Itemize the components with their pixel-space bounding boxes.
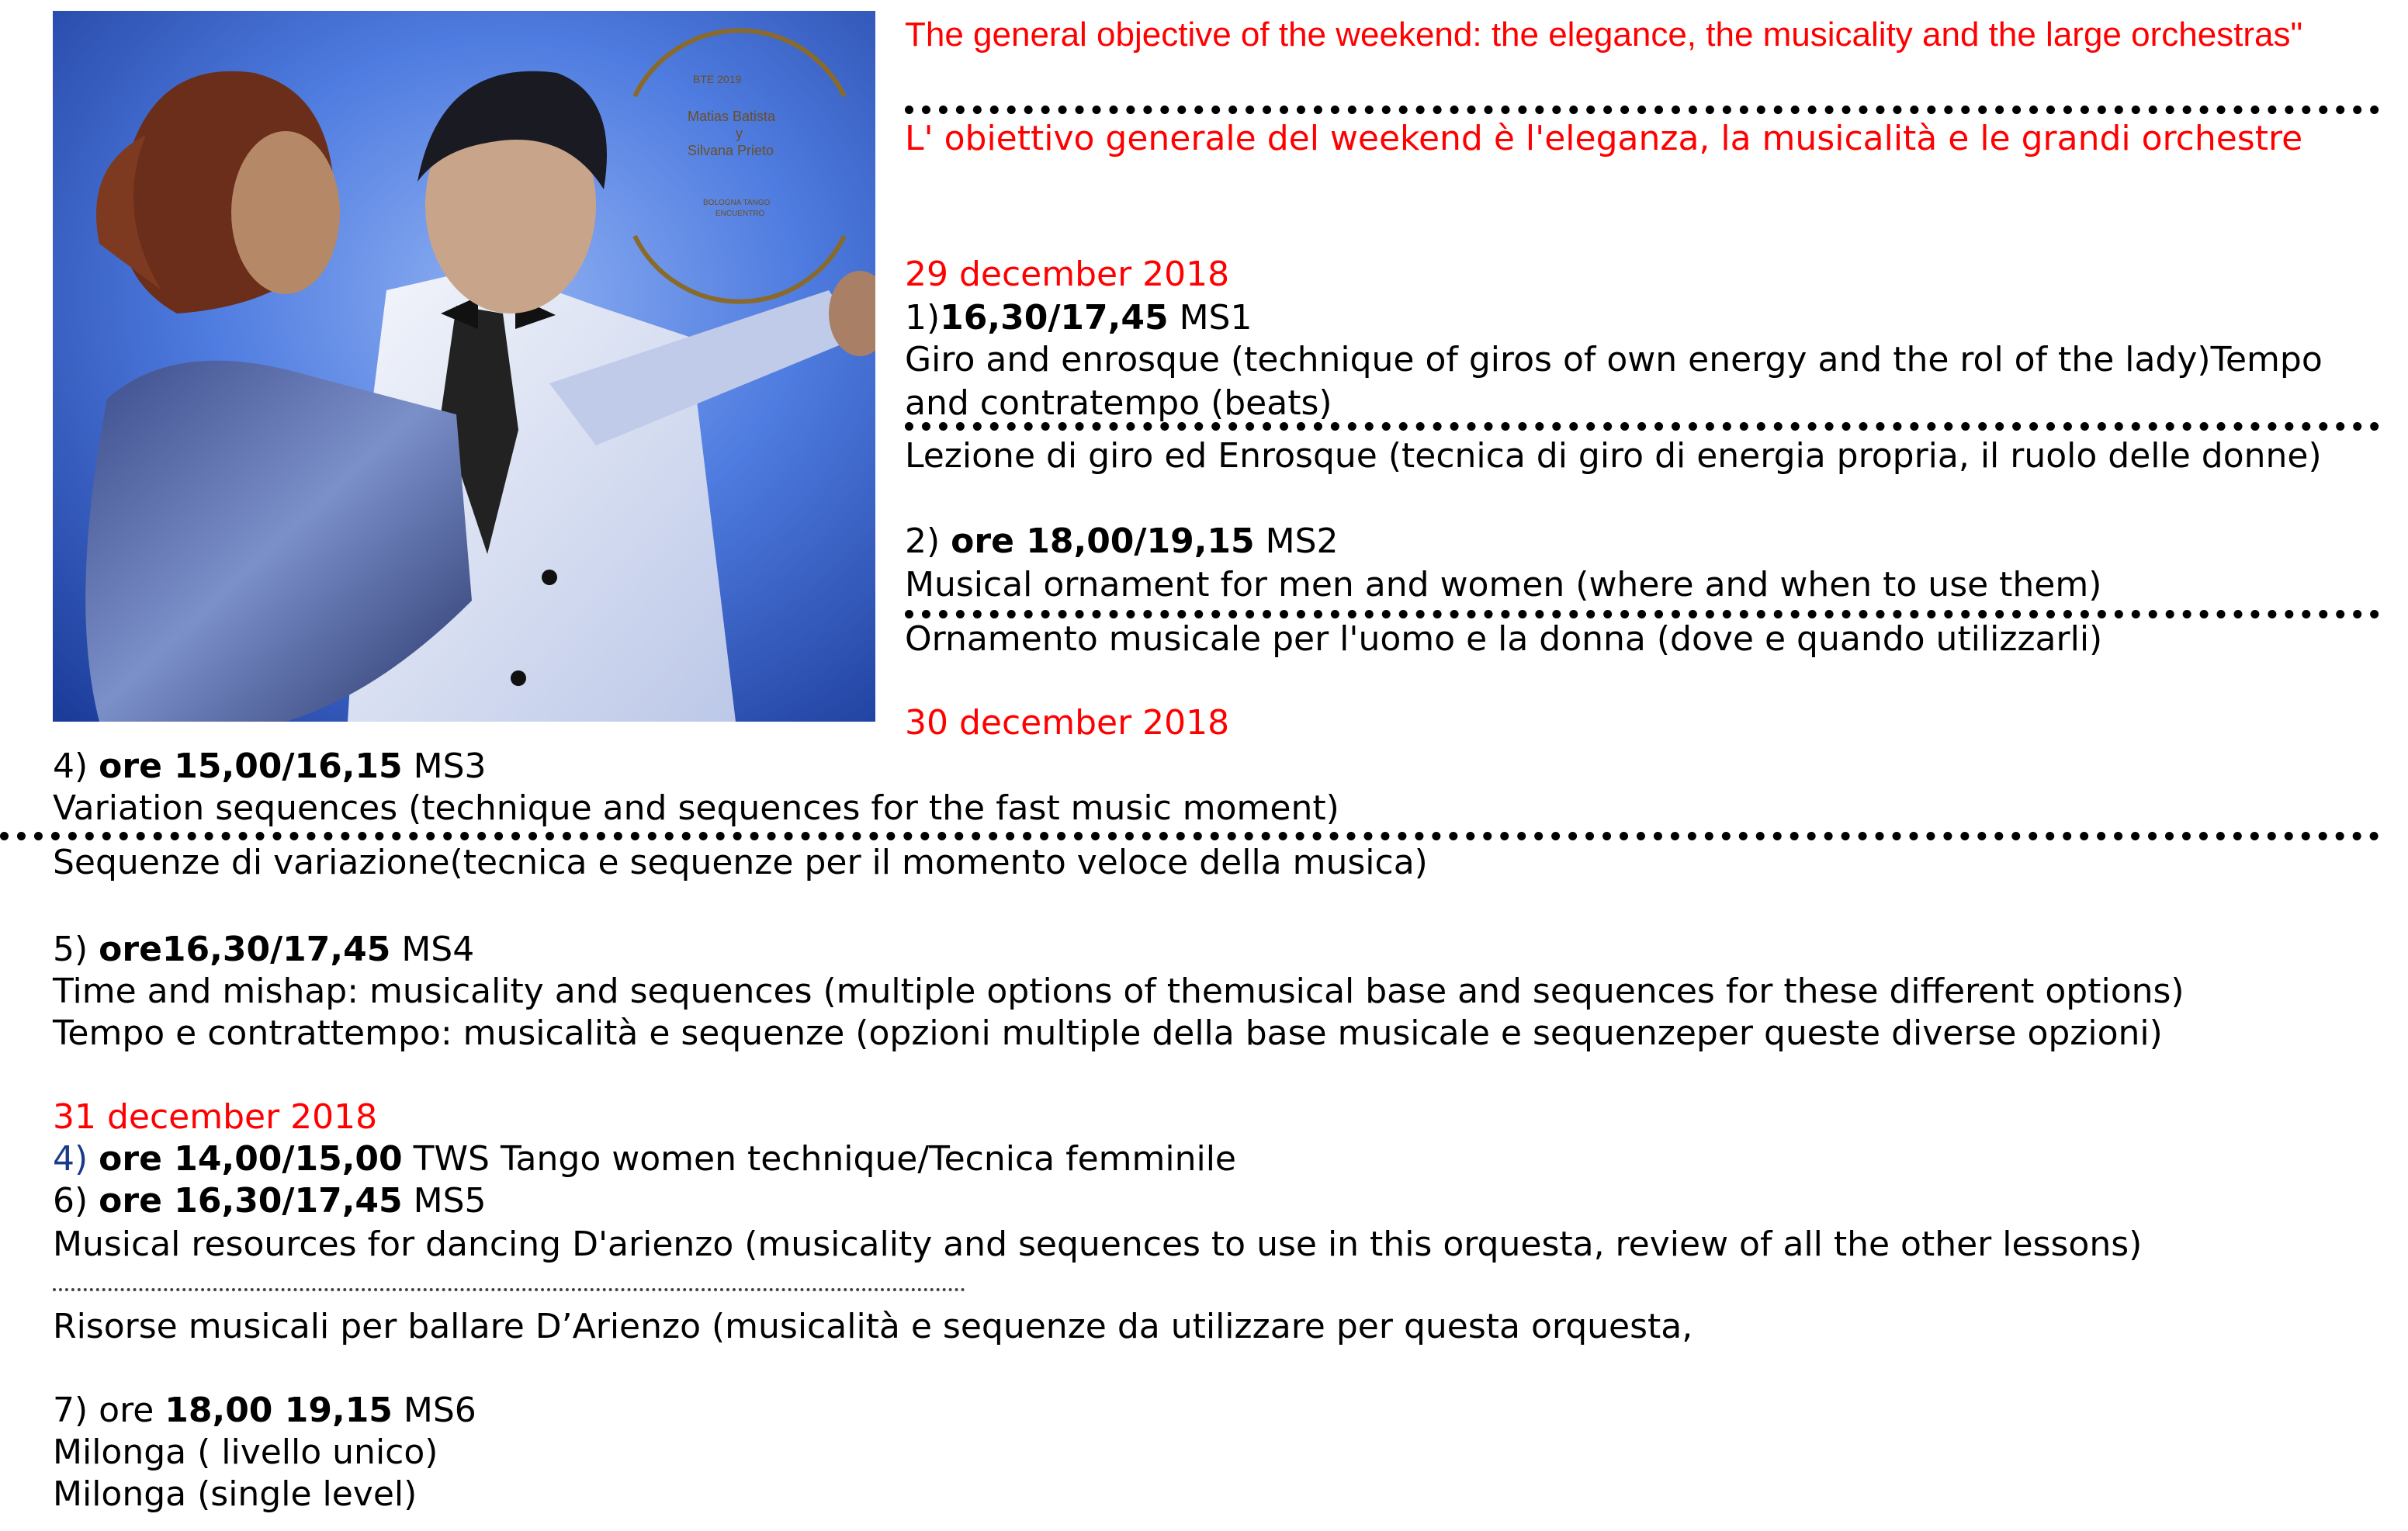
lesson-1-english: Giro and enrosque (technique of giros of own energy and the rol of the lady)Tempo and contratempo (beats)	[905, 340, 2323, 423]
objective-english: The general objective of the weekend: the elegance, the musicality and the large orchestras"	[905, 16, 2303, 54]
lesson-number: 6)	[53, 1181, 99, 1221]
lesson-4-italian: Sequenze di variazione(tecnica e sequenze per il momento veloce della musica)	[53, 843, 1428, 882]
lesson-6-italian: Risorse musicali per ballare D’Arienzo (musicalità e sequenze da utilizzare per questa orquesta,	[53, 1307, 1693, 1346]
lesson-number: 5)	[53, 930, 99, 969]
date-29-december: 29 december 2018	[905, 255, 1230, 294]
lesson-4-heading	[53, 745, 487, 788]
lesson-2-english: Musical ornament for men and women (where and when to use them)	[905, 565, 2102, 604]
lesson-code: TWS Tango women technique/Tecnica femminile	[402, 1139, 1236, 1179]
lesson-number: 4)	[53, 746, 99, 786]
logo-text-6: ENCUENTRO	[715, 210, 765, 218]
date-30-december: 30 december 2018	[905, 703, 1230, 743]
lesson-time: ore 14,00/15,00	[99, 1139, 403, 1179]
lesson-1-heading	[905, 296, 1252, 340]
divider-dotted	[0, 832, 2379, 840]
lesson-time: 16,30/17,45	[940, 298, 1169, 338]
lesson-code: MS5	[402, 1181, 487, 1221]
objective-italian: L' obiettivo generale del weekend è l'eleganza, la musicalità e le grandi orchestre	[905, 119, 2303, 158]
logo-text-4: Silvana Prieto	[688, 143, 774, 158]
tws-heading	[53, 1138, 1236, 1181]
divider-dotted	[905, 422, 2379, 431]
lesson-time: ore 18,00/19,15	[951, 521, 1255, 561]
lesson-time: ore16,30/17,45	[99, 930, 391, 969]
lesson-4-english: Variation sequences (technique and sequences for the fast music moment)	[53, 788, 1339, 828]
lesson-code: MS6	[392, 1391, 476, 1430]
couple-photo	[53, 11, 875, 722]
lesson-7-heading	[53, 1389, 476, 1432]
lesson-number: 1)	[905, 298, 941, 338]
divider-dotted	[905, 106, 2379, 114]
lesson-2-heading	[905, 520, 1339, 563]
lesson-time: ore 16,30/17,45	[99, 1181, 403, 1221]
logo-text-1: BTE 2019	[693, 73, 742, 85]
lesson-5-english: Time and mishap: musicality and sequences (multiple options of themusical base and sequences for these different options)	[53, 972, 2185, 1011]
lesson-5-heading	[53, 928, 474, 972]
lesson-code: MS3	[402, 746, 487, 786]
lesson-7-italian: Milonga ( livello unico)	[53, 1432, 438, 1472]
divider-light-dots	[53, 1288, 965, 1291]
lesson-7-english: Milonga (single level)	[53, 1474, 418, 1514]
lesson-6-heading	[53, 1179, 487, 1223]
lesson-code: MS1	[1168, 298, 1253, 338]
lesson-5-italian: Tempo e contrattempo: musicalità e sequenze (opzioni multiple della base musicale e sequenzeper queste diverse opzioni)	[53, 1013, 2163, 1053]
lesson-1-italian: Lezione di giro ed Enrosque (tecnica di giro di energia propria, il ruolo delle donne)	[905, 436, 2322, 476]
lesson-code: MS2	[1254, 521, 1339, 561]
date-31-december: 31 december 2018	[53, 1097, 378, 1137]
lesson-time: ore 15,00/16,15	[99, 746, 403, 786]
lesson-number: 7) ore	[53, 1391, 165, 1430]
lesson-6-english: Musical resources for dancing D'arienzo (musicality and sequences to use in this orquesta, review of all the other lessons)	[53, 1224, 2143, 1264]
lesson-code: MS4	[390, 930, 475, 969]
lesson-2-italian: Ornamento musicale per l'uomo e la donna (dove e quando utilizzarli)	[905, 619, 2103, 659]
logo-text-5: BOLOGNA TANGO	[703, 199, 771, 207]
lesson-number: 2)	[905, 521, 951, 561]
lesson-time: 18,00 19,15	[165, 1391, 393, 1430]
lesson-number: 4)	[53, 1139, 99, 1179]
logo-text-2: Matias Batista	[688, 109, 776, 124]
logo-text-3: y	[736, 126, 743, 141]
